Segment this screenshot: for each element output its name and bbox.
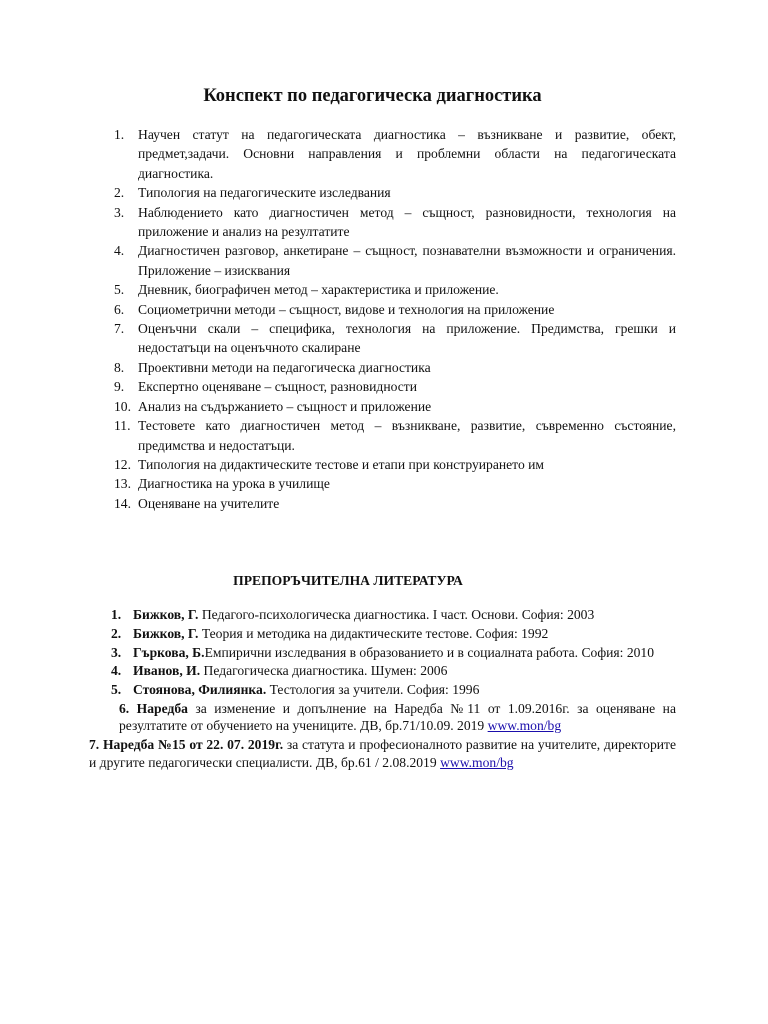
page-title: Конспект по педагогическа диагностика	[203, 86, 542, 106]
item-number: 4.	[111, 663, 122, 679]
item-text: Педагого-психологическа диагностика. I част. Основи. София: 2003	[198, 607, 595, 622]
list-item	[114, 397, 676, 416]
item-text: Дневник, биографичен метод – характеристика и приложение.	[138, 282, 499, 298]
item-number: 6.	[114, 301, 125, 317]
item-number: 8.	[114, 359, 125, 375]
list-item	[114, 319, 676, 358]
item-lead: 6. Наредба	[119, 700, 188, 716]
item-number: 7.	[114, 321, 125, 337]
list-item	[111, 606, 676, 623]
list-item	[111, 700, 676, 735]
item-text: Теория и методика на дидактическите тестове. София: 1992	[198, 625, 549, 641]
item-text: за статута и професионалното развитие на учителите, директорите и другите педагогически специалисти. ДВ, бр.61 / 2.08.2019	[89, 737, 676, 770]
list-item	[111, 662, 676, 679]
list-item	[114, 241, 676, 280]
list-item	[114, 377, 676, 396]
item-text: Оценяване на учителите	[138, 495, 280, 511]
list-item	[111, 625, 676, 642]
item-text: Научен статут на педагогическата диагностика – възникване и развитие, обект, предмет,задачи. Основни направления и проблемни области на педагогическата диагностика.	[138, 127, 676, 181]
mon-link[interactable]: www.mon/bg	[440, 754, 514, 770]
item-number: 12.	[114, 456, 131, 472]
item-number: 14.	[114, 495, 131, 511]
literature-heading: ПРЕПОРЪЧИТЕЛНА ЛИТЕРАТУРА	[233, 573, 463, 588]
item-number: 11.	[114, 418, 131, 434]
item-lead: 7. Наредба №15 от 22. 07. 2019г.	[89, 737, 284, 753]
item-number: 2.	[111, 625, 122, 641]
item-text: Типология на дидактическите тестове и етапи при конструирането им	[138, 456, 545, 472]
list-item	[114, 300, 676, 319]
item-author: Гъркова, Б.	[133, 644, 205, 660]
list-item	[114, 474, 676, 493]
item-text: Диагностика на урока в училище	[138, 476, 330, 492]
item-text: за изменение и допълнение на Наредба №11 от 1.09.2016г. за оценяване на резултатите от обучението на учениците. ДВ, бр.71/10.09. 2019	[119, 700, 676, 734]
item-number: 1.	[114, 127, 125, 142]
list-item	[114, 203, 676, 242]
list-item	[114, 183, 676, 202]
list-item	[114, 280, 676, 299]
item-text: Диагностичен разговор, анкетиране – същност, познавателни възможности и ограничения. Приложение – изисквания	[138, 243, 676, 278]
item-text: Тестовете като диагностичен метод – възникване, развитие, съвременно състояние, предимства и недостатъци.	[138, 418, 676, 453]
item-number: 9.	[114, 379, 125, 395]
item-number: 3.	[111, 644, 122, 660]
list-item	[89, 736, 676, 771]
item-number: 4.	[114, 243, 125, 259]
list-item	[114, 125, 676, 183]
item-number: 3.	[114, 204, 125, 220]
list-item	[114, 416, 676, 455]
item-author: Иванов, И.	[133, 663, 201, 679]
item-text: Емпирични изследвания в образованието и в социалната работа. София: 2010	[204, 644, 655, 660]
item-number: 10.	[114, 398, 131, 414]
mon-link[interactable]: www.mon/bg	[487, 718, 562, 734]
item-author: Стоянова, Филиянка.	[133, 682, 267, 698]
item-text: Тестология за учители. София: 1996	[266, 682, 480, 698]
list-item	[114, 358, 676, 377]
item-text: Проективни методи на педагогическа диагностика	[138, 359, 431, 375]
list-item	[111, 644, 676, 661]
list-item	[111, 681, 676, 698]
item-text: Анализ на съдържанието – същност и приложение	[138, 398, 432, 414]
item-text: Експертно оценяване – същност, разновидности	[138, 379, 417, 395]
item-number: 5.	[111, 682, 122, 698]
item-text: Оценъчни скали – специфика, технология на приложение. Предимства, грешки и недостатъци на оценъчното скалиране	[138, 321, 676, 356]
item-text: Социометрични методи – същност, видове и технология на приложение	[138, 301, 555, 317]
item-text: Типология на педагогическите изследвания	[138, 185, 391, 201]
item-number: 2.	[114, 185, 125, 201]
literature-list	[89, 606, 676, 772]
item-text: Педагогическа диагностика. Шумен: 2006	[200, 663, 448, 679]
list-item	[114, 494, 676, 513]
item-number: 13.	[114, 476, 131, 492]
list-item	[114, 455, 676, 474]
item-author: Бижков, Г.	[133, 607, 199, 622]
topics-list	[114, 125, 676, 513]
item-author: Бижков, Г.	[133, 625, 199, 641]
item-number: 5.	[114, 282, 125, 298]
item-number: 1.	[111, 607, 122, 622]
item-text: Наблюдението като диагностичен метод – същност, разновидности, технология на приложение и анализ на резултатите	[138, 204, 676, 240]
